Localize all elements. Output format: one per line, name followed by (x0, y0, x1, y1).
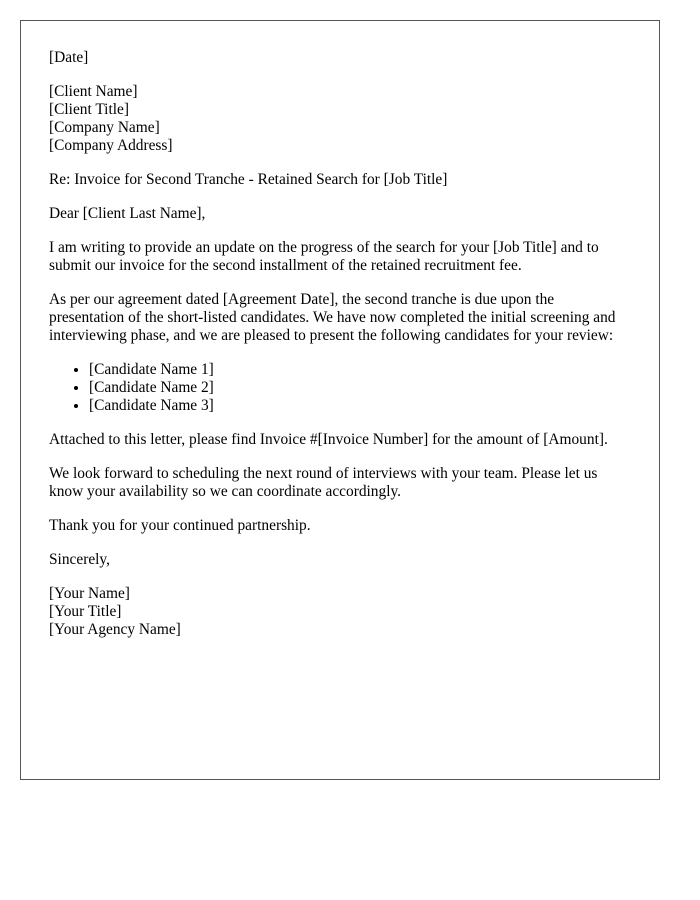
recipient-address-block (49, 83, 631, 155)
paragraph-scheduling: We look forward to scheduling the next round of interviews with your team. Please let us know your availability so we can coordinate accordingly. (49, 465, 598, 500)
candidate-list-item: • [Candidate Name 2] (89, 379, 631, 397)
paragraph-agreement: As per our agreement dated [Agreement Date], the second tranche is due upon the presentation of the short-listed candidates. We have now completed the initial screening and interviewing phase, and we are pleased to present the following candidates for your review: (49, 291, 616, 344)
candidate-list-item: • [Candidate Name 1] (89, 361, 631, 379)
letter-date: [Date] (49, 49, 89, 66)
recipient-name: [Client Name] (49, 83, 138, 100)
letter-document (20, 20, 660, 780)
paragraph-thanks: Thank you for your continued partnership. (49, 517, 311, 534)
paragraph-progress-update: I am writing to provide an update on the progress of the search for your [Job Title] and to submit our invoice for the second installment of the retained recruitment fee. (49, 239, 599, 274)
signature-block (49, 585, 631, 639)
letter-subject: Re: Invoice for Second Tranche - Retained Search for [Job Title] (49, 171, 448, 188)
recipient-address: [Company Address] (49, 137, 173, 154)
recipient-title: [Client Title] (49, 101, 129, 118)
recipient-company: [Company Name] (49, 119, 160, 136)
sender-name: [Your Name] (49, 585, 130, 602)
paragraph-invoice: Attached to this letter, please find Invoice #[Invoice Number] for the amount of [Amount]. (49, 431, 608, 448)
sender-title: [Your Title] (49, 603, 122, 620)
sender-agency: [Your Agency Name] (49, 621, 181, 638)
candidate-list (49, 361, 631, 415)
letter-salutation: Dear [Client Last Name], (49, 205, 206, 222)
letter-closing: Sincerely, (49, 551, 110, 568)
candidate-list-item: • [Candidate Name 3] (89, 397, 631, 415)
